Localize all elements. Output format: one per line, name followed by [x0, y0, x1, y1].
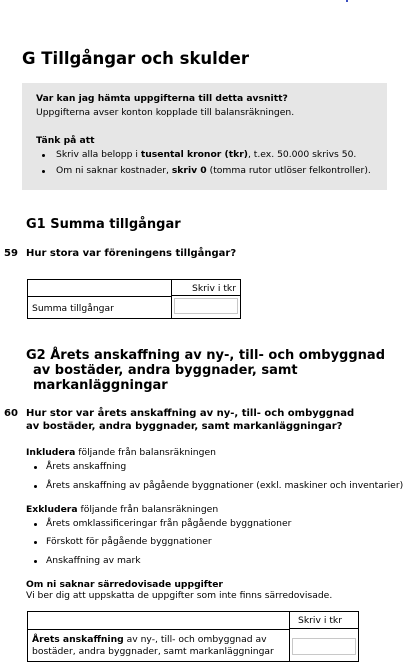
exclude-heading: Exkludera följande från balansräkningen: [26, 504, 219, 515]
g2-question-line1: Hur stor var årets anskaffning av ny-, till- och ombyggnad: [26, 408, 355, 419]
bullet-icon: [42, 170, 45, 173]
estimate-heading: Om ni saknar särredovisade uppgifter: [26, 579, 223, 590]
tips-heading: Tänk på att: [36, 135, 95, 146]
summa-tillgangar-input[interactable]: [174, 298, 238, 314]
estimate-text: Vi ber dig att uppskatta de uppgifter som inte finns särredovisade.: [26, 590, 333, 601]
include-heading: Inkludera följande från balansräkningen: [26, 447, 216, 458]
g2-question-number: 60: [4, 408, 18, 419]
g2-input-cell: [289, 629, 358, 661]
bullet-icon: [34, 485, 37, 488]
g1-input-cell: [171, 296, 241, 318]
tip-1: Skriv alla belopp i tusental kronor (tkr), t.ex. 50.000 skrivs 50.: [56, 149, 357, 160]
exclude-item: Anskaffning av mark: [46, 555, 141, 566]
g1-table: [27, 279, 241, 319]
g2-table: [27, 611, 359, 662]
g2-title-line2: av bostäder, andra byggnader, samt: [33, 363, 298, 378]
bullet-icon: [34, 560, 37, 563]
g2-col-header: Skriv i tkr: [289, 612, 358, 629]
include-item: Årets anskaffning: [46, 461, 127, 472]
blue-dot: [346, 0, 348, 2]
bullet-icon: [34, 466, 37, 469]
info-question: Var kan jag hämta uppgifterna till detta avsnitt?: [36, 93, 288, 104]
g1-question-number: 59: [4, 248, 18, 259]
info-answer: Uppgifterna avser konton kopplade till balansräkningen.: [36, 107, 295, 118]
g2-question-line2: av bostäder, andra byggnader, samt markanläggningar?: [26, 421, 343, 432]
info-box: [22, 83, 387, 190]
bullet-icon: [42, 154, 45, 157]
exclude-item: Förskott för pågående byggnationer: [46, 536, 212, 547]
tip-2: Om ni saknar kostnader, skriv 0 (tomma rutor utlöser felkontroller).: [56, 165, 371, 176]
g2-row-label: Årets anskaffning av ny-, till- och ombyggnad av bostäder, andra byggnader, samt markanläggningar: [28, 629, 289, 661]
g1-title: G1 Summa tillgångar: [26, 217, 181, 232]
g1-col-header: Skriv i tkr: [171, 280, 241, 296]
exclude-item: Årets omklassificeringar från pågående byggnationer: [46, 518, 292, 529]
bullet-icon: [34, 541, 37, 544]
g2-title-line3: markanläggningar: [33, 378, 168, 393]
section-title: G Tillgångar och skulder: [22, 49, 249, 68]
g1-row-label: Summa tillgångar: [28, 296, 171, 318]
bullet-icon: [34, 523, 37, 526]
include-item: Årets anskaffning av pågående byggnationer (exkl. maskiner och inventarier): [46, 480, 404, 491]
g2-title-line1: G2 Årets anskaffning av ny-, till- och ombyggnad: [26, 348, 386, 363]
g1-question-text: Hur stora var föreningens tillgångar?: [26, 248, 237, 259]
arets-anskaffning-input[interactable]: [292, 638, 356, 655]
